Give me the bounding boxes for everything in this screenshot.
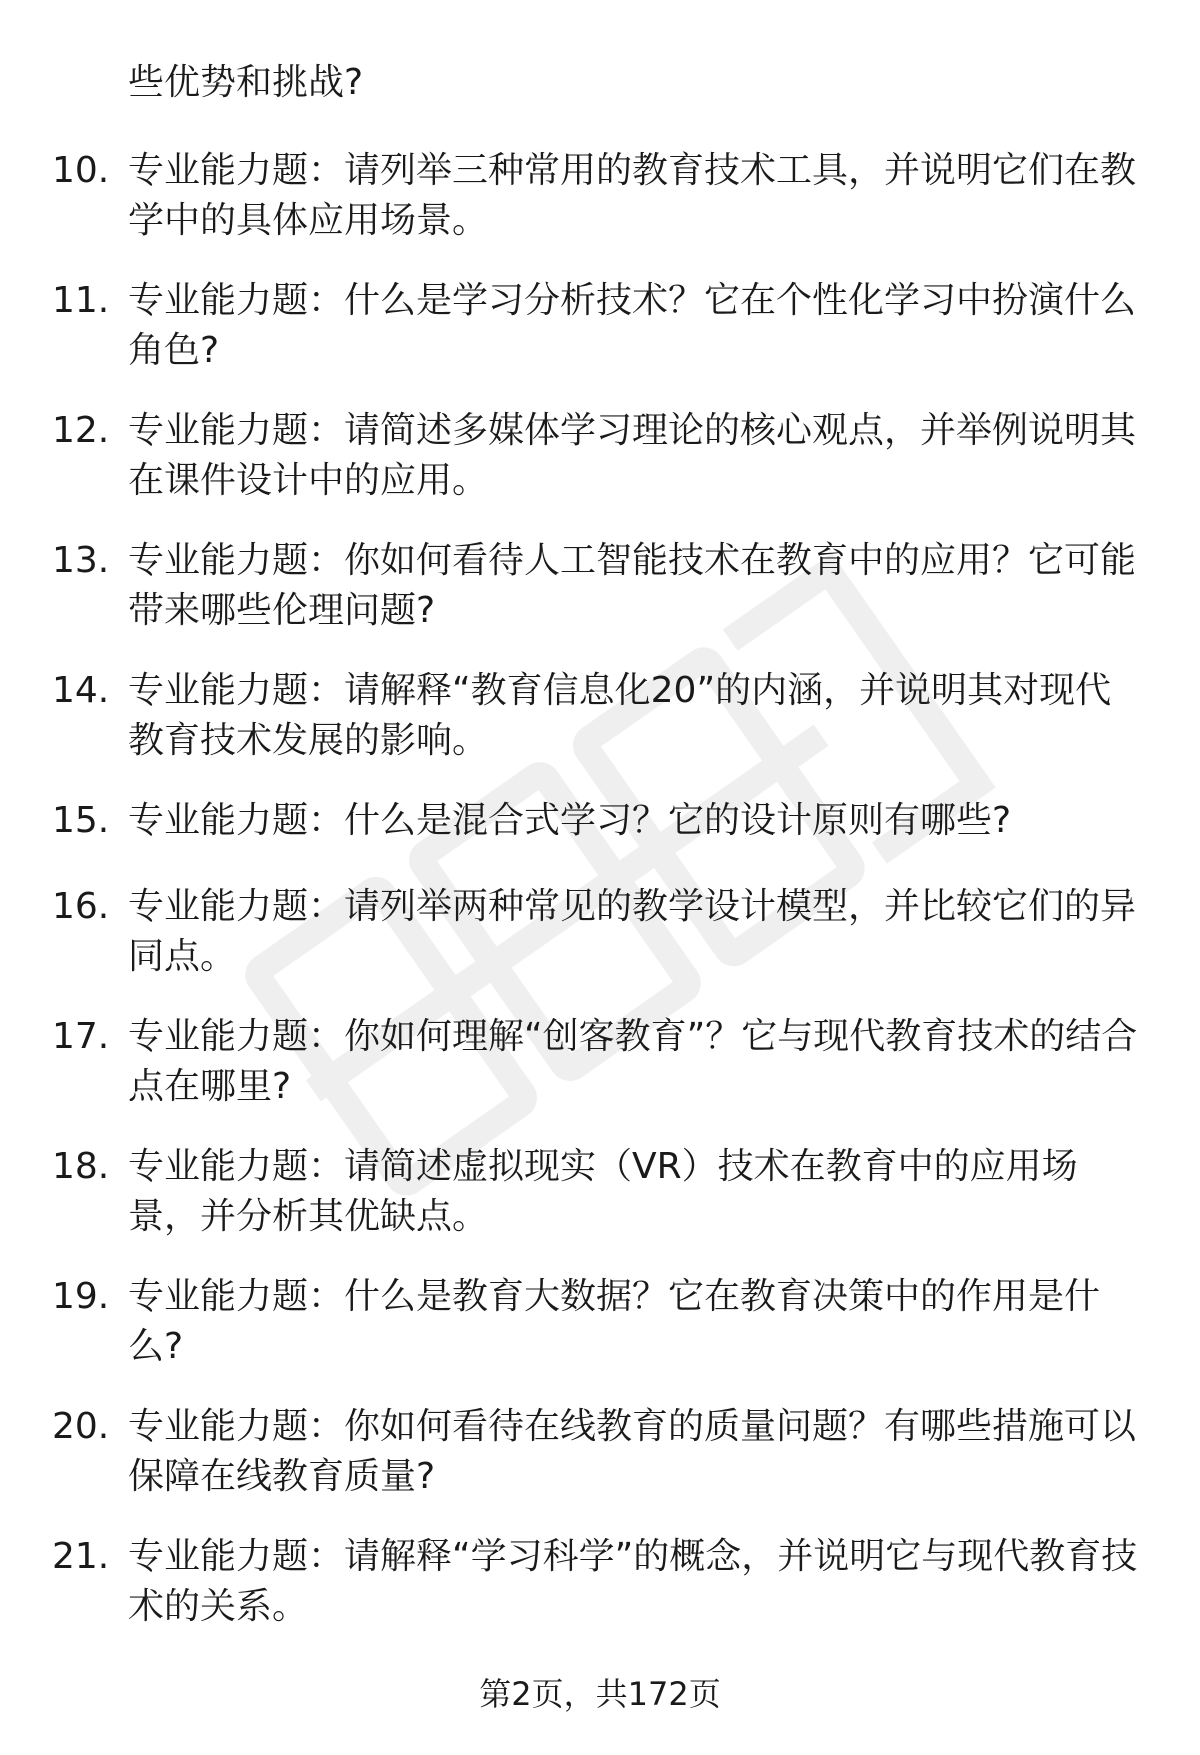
question-text: 专业能力题：请简述多媒体学习理论的核心观点，并举例说明其在课件设计中的应用。 [128,410,1137,501]
question-text: 专业能力题：请解释“教育信息化20”的内涵，并说明其对现代教育技术发展的影响。 [128,670,1112,761]
question-text: 专业能力题：什么是混合式学习？它的设计原则有哪些? [128,800,1012,841]
question-text: 专业能力题：请解释“学习科学”的概念，并说明它与现代教育技术的关系。 [128,1536,1138,1627]
question-item [0,1532,1200,1662]
question-item [0,1142,1200,1272]
question-item [0,796,1200,882]
question-item [0,666,1200,796]
question-number: 16. [52,886,110,927]
question-number: 12. [52,410,110,451]
question-item [0,276,1200,406]
question-number: 10. [52,150,110,191]
question-list [0,146,1200,1662]
question-item [0,1012,1200,1142]
question-number: 15. [52,800,110,841]
question-number: 19. [52,1276,110,1317]
question-text: 专业能力题：什么是教育大数据？它在教育决策中的作用是什么? [128,1276,1101,1367]
question-number: 20. [52,1406,110,1447]
question-text: 专业能力题：请列举三种常用的教育技术工具，并说明它们在教学中的具体应用场景。 [128,150,1137,241]
question-text: 专业能力题：请列举两种常见的教学设计模型，并比较它们的异同点。 [128,886,1137,977]
question-number: 11. [52,280,110,321]
question-number: 21. [52,1536,110,1577]
question-item [0,536,1200,666]
question-item [0,146,1200,276]
question-item [0,1272,1200,1402]
question-item [0,406,1200,536]
question-number: 17. [52,1016,110,1057]
question-text: 专业能力题：你如何看待在线教育的质量问题？有哪些措施可以保障在线教育质量? [128,1406,1137,1497]
page-footer: 第2页，共172页 [479,1675,721,1713]
question-item [0,1402,1200,1532]
question-text: 专业能力题：你如何理解“创客教育”？它与现代教育技术的结合点在哪里? [128,1016,1138,1107]
question-text: 专业能力题：请简述虚拟现实（VR）技术在教育中的应用场景，并分析其优缺点。 [128,1146,1078,1237]
question-text: 专业能力题：你如何看待人工智能技术在教育中的应用？它可能带来哪些伦理问题? [128,540,1137,631]
question-number: 13. [52,540,110,581]
question-text: 专业能力题：什么是学习分析技术？它在个性化学习中扮演什么角色? [128,280,1137,371]
continued-question-text: 些优势和挑战? [128,62,364,103]
question-item [0,882,1200,1012]
question-number: 14. [52,670,110,711]
question-number: 18. [52,1146,110,1187]
